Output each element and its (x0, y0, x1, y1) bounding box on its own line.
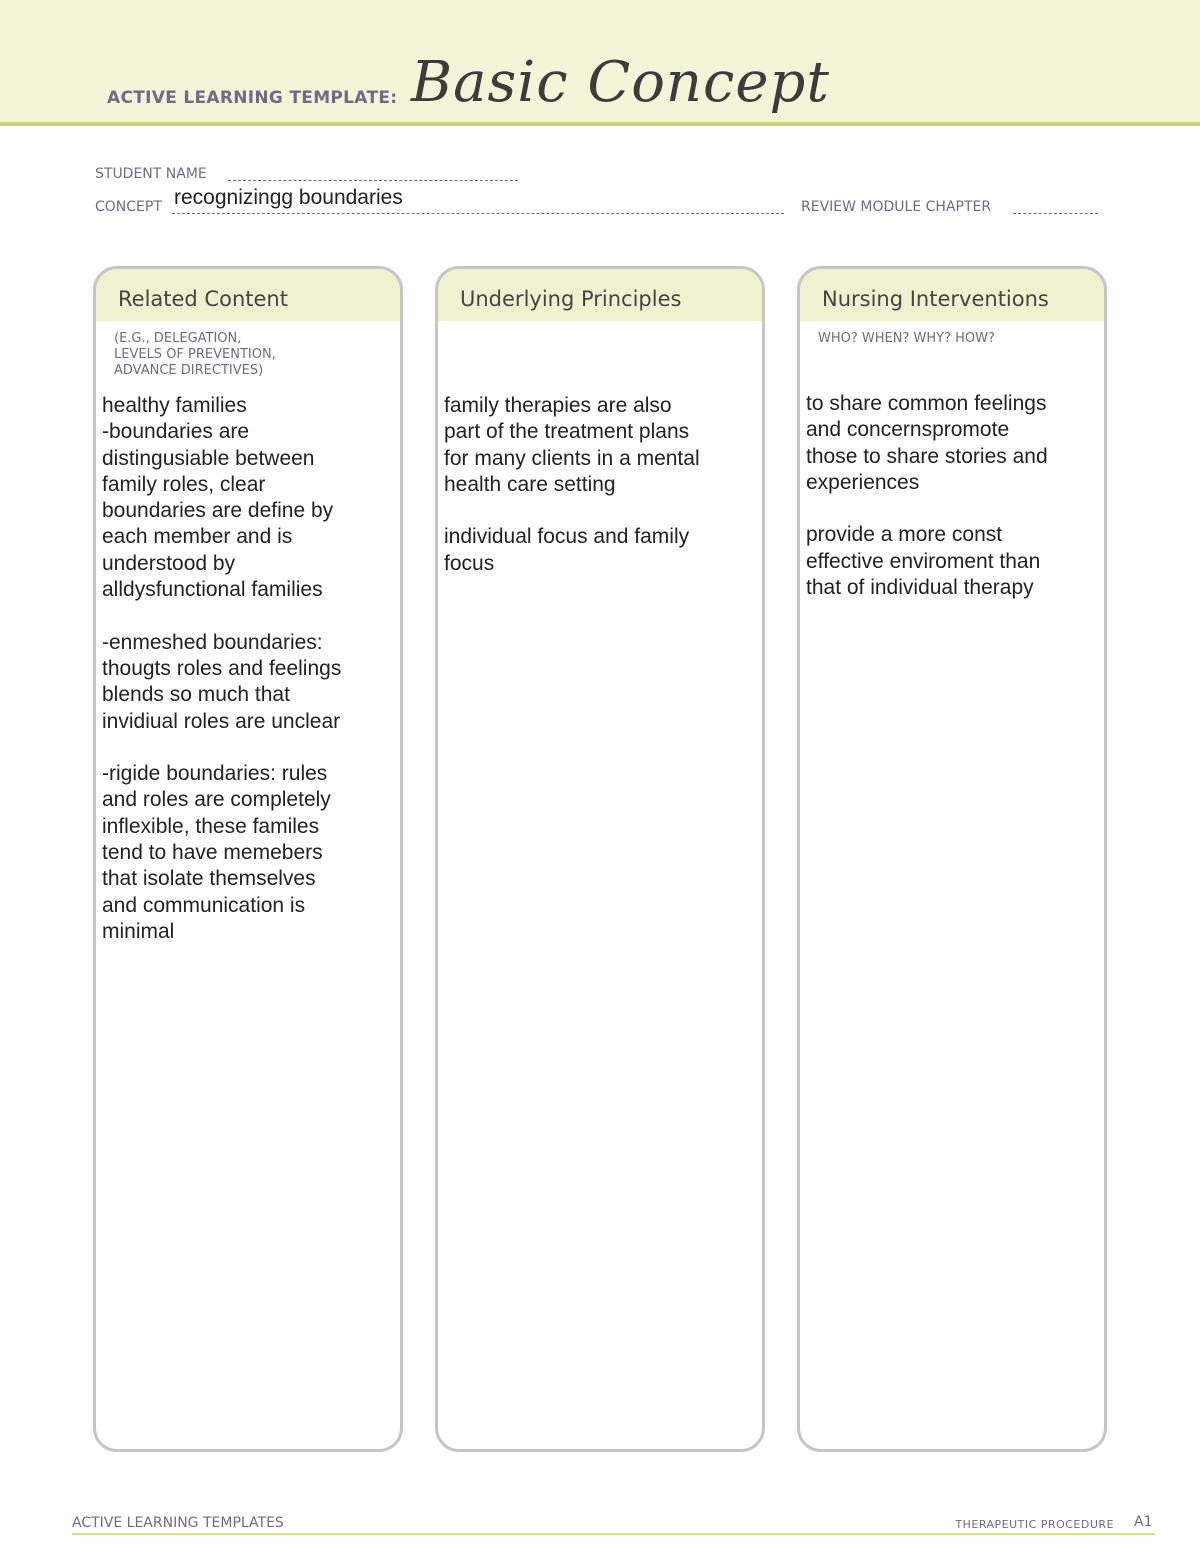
template-label: ACTIVE LEARNING TEMPLATE: (107, 88, 398, 108)
student-name-line (228, 180, 518, 181)
underlying-principles-text[interactable]: family therapies are also part of the treatment plans for many clients in a mental health care setting individual focus and family focus (444, 394, 700, 575)
page-number: A1 (1134, 1514, 1153, 1530)
header-divider (0, 122, 1200, 126)
concept-label: CONCEPT (95, 199, 162, 215)
footer-left-label: ACTIVE LEARNING TEMPLATES (72, 1515, 284, 1531)
concept-field[interactable]: recognizingg boundaries (174, 186, 403, 209)
underlying-principles-title: Underlying Principles (438, 269, 762, 321)
template-title: Basic Concept (411, 50, 830, 115)
related-content-text[interactable]: healthy families -boundaries are distingusiable between family roles, clear boundaries are define by each member and is understood by alldysfunctional families -enmeshed boundaries: thougts roles and feelings blends so much that invidiual roles are unclear -rigide boundaries: rules and roles are completely inflexible, these familes tend to have memebers that isolate themselves and communication is minimal (102, 394, 342, 943)
concept-line (172, 213, 784, 214)
review-module-label: REVIEW MODULE CHAPTER (801, 199, 992, 215)
nursing-interventions-title: Nursing Interventions (800, 269, 1104, 321)
related-content-panel (93, 266, 403, 1452)
nursing-interventions-text[interactable]: to share common feelings and concernspromote those to share stories and experiences provide a more const effective enviroment than that of individual therapy (806, 392, 1048, 600)
nursing-interventions-subtitle: WHO? WHEN? WHY? HOW? (818, 331, 995, 346)
footer-divider (72, 1533, 1155, 1535)
review-module-line (1013, 213, 1098, 214)
underlying-principles-panel (435, 266, 765, 1452)
footer-right-label: THERAPEUTIC PROCEDURE (955, 1518, 1114, 1531)
related-content-subtitle: (E.G., DELEGATION, LEVELS OF PREVENTION, ADVANCE DIRECTIVES) (114, 331, 276, 378)
related-content-title: Related Content (96, 269, 400, 321)
nursing-interventions-panel (797, 266, 1107, 1452)
student-name-label: STUDENT NAME (95, 166, 207, 182)
